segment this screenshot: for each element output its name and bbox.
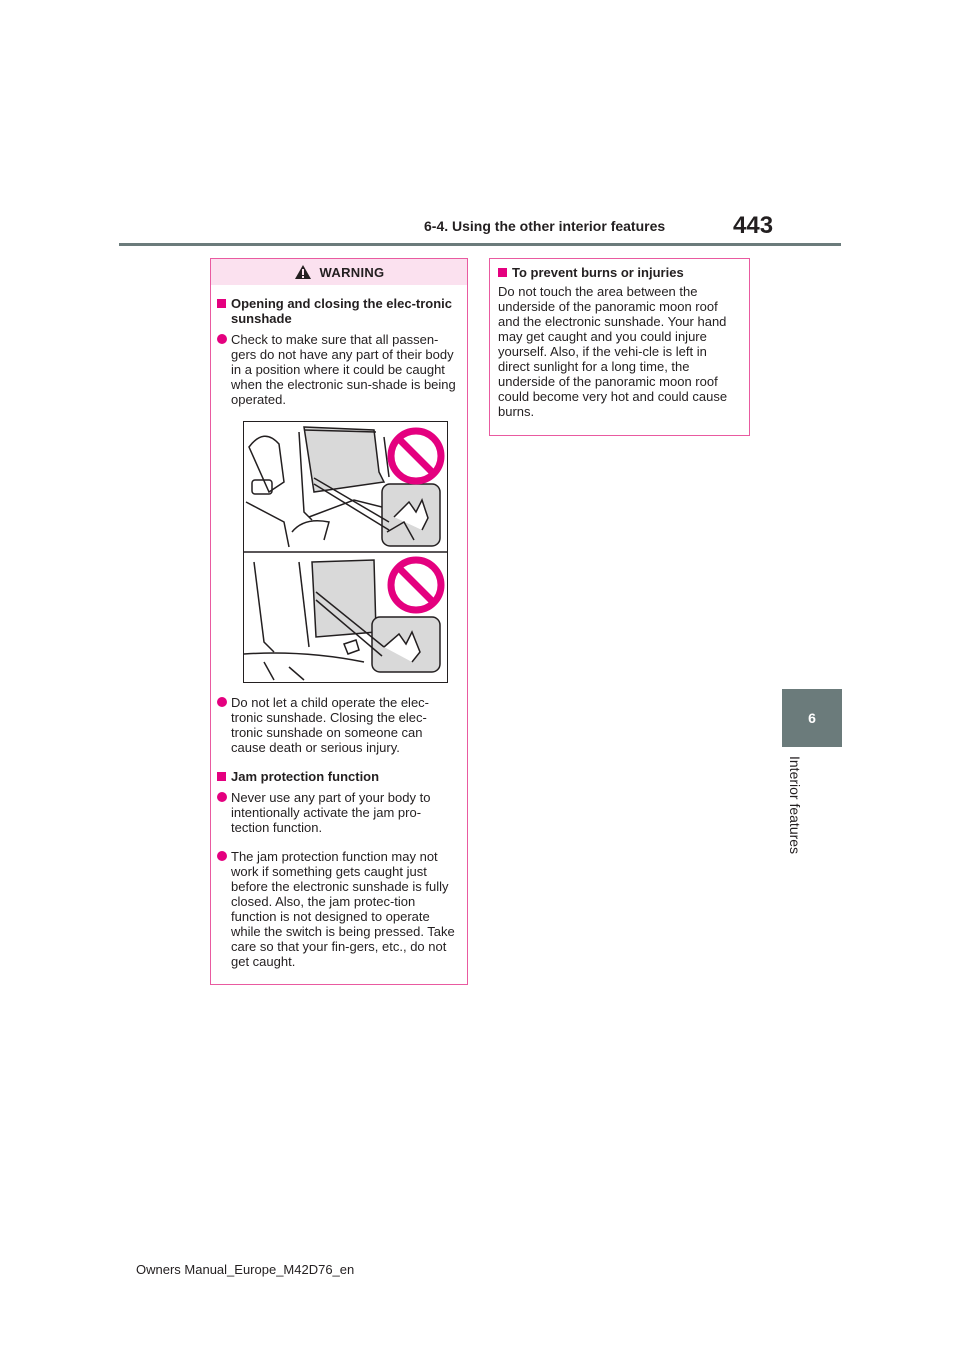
info-paragraph: Do not touch the area between the underside of the panoramic moon roof and the electronic sunshade. Your hand may get caught and you could injure yourself. Also, if the vehi-cle is left in direct sunlight for a long time, the underside of the panoramic moon roof could become very hot and could cause burns. [498, 284, 728, 419]
sunshade-illustration [243, 421, 448, 683]
bullet-text: Never use any part of your body to intentionally activate the jam pro-tection function. [231, 790, 431, 835]
header-rule [119, 243, 841, 246]
bullet-text: The jam protection function may not work if something gets caught just before the electronic sunshade is fully closed. Also, the jam protec-tion function is not designed to operate while the switch is being pressed. Take care so that your fin-gers, etc., do not get caught. [231, 849, 455, 969]
round-bullet-icon [217, 792, 227, 802]
bullet-item [217, 332, 457, 407]
info-heading-text: To prevent burns or injuries [512, 265, 684, 280]
header-section-title: 6-4. Using the other interior features [424, 218, 666, 234]
bullet-text: Check to make sure that all passen-gers do not have any part of their body in a position where it could be caught when the electronic sun-shade is being operated. [231, 332, 456, 407]
illustration-top-prohibition-icon [391, 431, 441, 481]
square-bullet-icon [217, 772, 226, 781]
square-bullet-icon [217, 299, 226, 308]
section-heading-text: Jam protection function [231, 769, 380, 784]
info-heading [498, 265, 741, 280]
section-heading [217, 296, 457, 326]
chapter-title-vertical: Interior features [787, 756, 803, 855]
bullet-item [217, 849, 457, 969]
illustration-bottom-panel [244, 560, 376, 680]
chapter-tab [782, 689, 842, 747]
round-bullet-icon [217, 697, 227, 707]
illustration-bottom-prohibition-icon [391, 560, 441, 610]
footer-text: Owners Manual_Europe_M42D76_en [136, 1262, 355, 1277]
warning-content [211, 285, 467, 969]
warning-triangle-icon [294, 264, 312, 280]
page-number: 443 [733, 212, 774, 239]
warning-header [211, 259, 467, 285]
round-bullet-icon [217, 851, 227, 861]
info-box [489, 258, 750, 436]
round-bullet-icon [217, 334, 227, 344]
section-heading [217, 769, 457, 784]
warning-title: WARNING [319, 264, 385, 280]
bullet-item [217, 790, 457, 835]
warning-box [210, 258, 468, 985]
illustration-top-panel [246, 427, 399, 547]
section-heading-text: Opening and closing the elec-tronic sunshade [231, 296, 453, 326]
square-bullet-icon [498, 268, 507, 277]
bullet-item [217, 695, 457, 755]
bullet-text: Do not let a child operate the elec-tronic sunshade. Closing the elec-tronic sunshade on someone can cause death or serious injury. [231, 695, 430, 755]
chapter-number: 6 [808, 710, 816, 726]
